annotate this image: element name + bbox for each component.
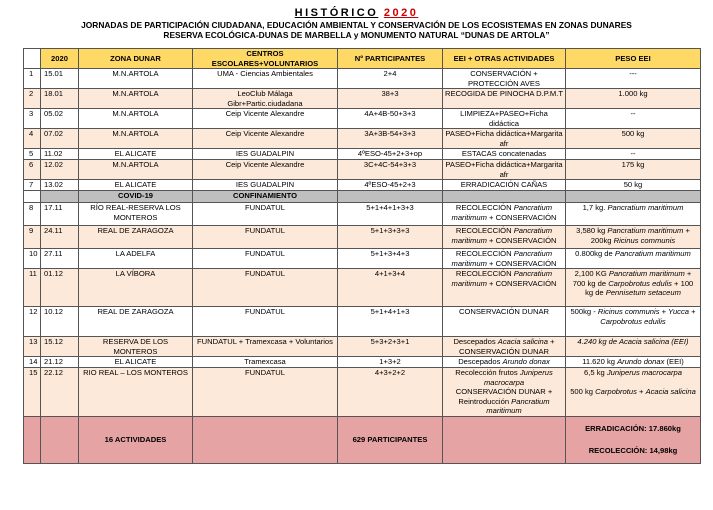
totals-row <box>24 416 701 463</box>
row-number: 7 <box>24 180 41 191</box>
totals-erradicacion: ERRADICACIÓN: 17.860kg <box>585 423 681 433</box>
peso-text: (EEI) <box>664 357 684 366</box>
act-text: + CONSERVACIÓN <box>486 258 557 268</box>
row-centros <box>193 89 338 109</box>
covid-empty-2 <box>443 191 566 203</box>
row-participantes: 2+4 <box>338 69 443 89</box>
header-centros <box>193 49 338 69</box>
table-row <box>24 337 701 357</box>
row-date: 01.12 <box>41 269 79 307</box>
row-zona: REAL DE ZARAGOZA <box>79 226 193 249</box>
header-peso: PESO EEI <box>566 49 701 69</box>
row-peso <box>566 368 701 417</box>
act-species: Pancratium maritimum <box>486 396 550 415</box>
row-date: 15.01 <box>41 69 79 89</box>
row-number: 8 <box>24 203 41 226</box>
totals-actividades: 16 ACTIVIDADES <box>79 416 193 463</box>
row-participantes: 5+3+2+3+1 <box>338 337 443 357</box>
act-text: Descepados <box>458 357 503 366</box>
peso-species: Ricinus communis <box>597 307 660 316</box>
table-row <box>24 226 701 249</box>
row-centros: FUNDATUL <box>193 269 338 307</box>
row-zona: LA VÍBORA <box>79 269 193 307</box>
peso-species: Pancratium maritimum <box>607 203 684 212</box>
row-zona: M.N.ARTOLA <box>79 160 193 180</box>
act-text: + CONSERVACIÓN <box>486 278 557 288</box>
act-species: Pancratium maritimum <box>451 249 553 268</box>
row-participantes: 4ºESO-45+2+3+op <box>338 149 443 160</box>
table-row <box>24 203 701 226</box>
table-row <box>24 180 701 191</box>
row-centros: UMA - Ciencias Ambientales <box>193 69 338 89</box>
header-year: 2020 <box>41 49 79 69</box>
row-number: 9 <box>24 226 41 249</box>
row-actividad: ERRADICACIÓN CAÑAS <box>443 180 566 191</box>
covid-confinamiento: CONFINAMIENTO <box>193 191 338 203</box>
row-actividad: PASEO+Ficha didáctica+Margarita afr <box>443 129 566 149</box>
totals-empty-1 <box>24 416 41 463</box>
row-date: 15.12 <box>41 337 79 357</box>
act-species: Pancratium maritimum <box>451 269 553 288</box>
totals-participantes: 629 PARTICIPANTES <box>338 416 443 463</box>
peso-species: Pancratium maritimum <box>614 249 691 258</box>
row-participantes: 5+1+3+4+3 <box>338 249 443 269</box>
row-peso: 175 kg <box>566 160 701 180</box>
peso-species: Carpobrotus <box>595 387 637 396</box>
row-centros: FUNDATUL <box>193 307 338 337</box>
row-actividad: CONSERVACIÓN + PROTECCIÓN AVES <box>443 69 566 89</box>
peso-text: 2,100 KG <box>574 269 609 278</box>
row-centros: Ceip Vicente Alexandre <box>193 160 338 180</box>
table-row <box>24 249 701 269</box>
act-text: RECOLECCIÓN <box>455 203 514 212</box>
act-text: + CONSERVACIÓN <box>486 235 557 245</box>
peso-species: Acacia salicina <box>645 387 696 396</box>
table-row <box>24 149 701 160</box>
row-centros: Ceip Vicente Alexandre <box>193 109 338 129</box>
row-date: 13.02 <box>41 180 79 191</box>
act-text: CONSERVACIÓN DUNAR <box>458 307 549 316</box>
peso-text: + 700 kg de <box>572 269 692 288</box>
row-date: 27.11 <box>41 249 79 269</box>
row-centros: IES GUADALPIN <box>193 149 338 160</box>
peso-text: + <box>689 307 696 316</box>
peso-text: + 100 kg de <box>585 278 694 297</box>
peso-species: Carpobrotus eduilis <box>600 316 666 326</box>
row-participantes: 5+1+4+1+3 <box>338 307 443 337</box>
peso-text: 500kg - <box>570 307 598 316</box>
row-centros: FUNDATUL + Tramexcasa + Voluntarios <box>193 337 338 357</box>
table-row <box>24 307 701 337</box>
row-zona: RESERVA DE LOS MONTEROS <box>79 337 193 357</box>
act-species: Juniperus macrocarpa <box>483 368 553 387</box>
row-date: 05.02 <box>41 109 79 129</box>
row-peso: 1.000 kg <box>566 89 701 109</box>
document-title <box>0 7 713 20</box>
row-zona: EL ALICATE <box>79 357 193 368</box>
row-actividad <box>443 337 566 357</box>
row-date: 17.11 <box>41 203 79 226</box>
row-number: 4 <box>24 129 41 149</box>
row-number: 12 <box>24 307 41 337</box>
row-peso <box>566 226 701 249</box>
header-zona: ZONA DUNAR <box>79 49 193 69</box>
act-species: Pancratium maritimum <box>451 226 553 245</box>
header-participantes: Nº PARTICIPANTES <box>338 49 443 69</box>
peso-text: 1,7 kg. <box>582 203 608 212</box>
row-actividad: PASEO+Ficha didáctica+Margarita afr <box>443 160 566 180</box>
row-actividad: LIMPIEZA+PASEO+Ficha didáctica <box>443 109 566 129</box>
row-participantes: 4+3+2+2 <box>338 368 443 417</box>
row-actividad <box>443 249 566 269</box>
table-row <box>24 368 701 417</box>
row-centros: FUNDATUL <box>193 203 338 226</box>
totals-recoleccion: RECOLECCIÓN: 14,98kg <box>588 445 678 455</box>
row-zona: M.N.ARTOLA <box>79 89 193 109</box>
table-row <box>24 357 701 368</box>
header-num <box>24 49 41 69</box>
rows-group-1 <box>24 69 701 191</box>
row-actividad <box>443 226 566 249</box>
row-number: 3 <box>24 109 41 129</box>
rows-group-2 <box>24 203 701 417</box>
peso-species: 4.240 kg de Acacia salicina (EEI) <box>577 337 689 346</box>
row-actividad <box>443 368 566 417</box>
row-date: 12.02 <box>41 160 79 180</box>
subtitle-line-1: JORNADAS DE PARTICIPACIÓN CIUDADANA, EDUCACIÓN AMBIENTAL Y CONSERVACIÓN DE LOS ECOSISTEMAS EN ZONAS DUNARES <box>81 20 632 30</box>
row-number: 2 <box>24 89 41 109</box>
row-date: 11.02 <box>41 149 79 160</box>
row-date: 21.12 <box>41 357 79 368</box>
row-peso <box>566 307 701 337</box>
row-zona: RÍO REAL-RESERVA LOS MONTEROS <box>79 203 193 226</box>
header-actividades: EEI + OTRAS ACTIVIDADES <box>443 49 566 69</box>
peso-species: Arundo donax <box>617 357 665 366</box>
act-species: Acacia salicina <box>497 337 548 346</box>
act-text: + CONSERVACIÓN DUNAR <box>458 337 555 356</box>
peso-species: Pancratium maritimum <box>608 269 685 278</box>
row-participantes: 3A+3B-54+3+3 <box>338 129 443 149</box>
peso-species: Yucca <box>668 307 689 316</box>
peso-text: 11.620 kg <box>582 357 618 366</box>
covid-empty-1 <box>338 191 443 203</box>
row-centros-l1: LeoClub Málaga <box>237 89 293 98</box>
row-peso <box>566 249 701 269</box>
act-text: RECOLECCIÓN <box>455 226 514 235</box>
row-zona: M.N.ARTOLA <box>79 129 193 149</box>
peso-text: 500 kg <box>570 387 596 396</box>
row-participantes: 4A+4B-50+3+3 <box>338 109 443 129</box>
row-participantes: 4+1+3+4 <box>338 269 443 307</box>
row-number: 6 <box>24 160 41 180</box>
row-peso <box>566 357 701 368</box>
row-centros: Ceip Vicente Alexandre <box>193 129 338 149</box>
row-actividad <box>443 203 566 226</box>
row-peso: --- <box>566 69 701 89</box>
row-centros: Tramexcasa <box>193 357 338 368</box>
act-species: Arundo donax <box>502 357 550 366</box>
row-zona: M.N.ARTOLA <box>79 109 193 129</box>
totals-weights <box>566 416 701 463</box>
row-zona: EL ALICATE <box>79 180 193 191</box>
row-centros: FUNDATUL <box>193 226 338 249</box>
totals-empty-4 <box>443 416 566 463</box>
act-text: + CONSERVACIÓN <box>486 212 557 222</box>
title-year: 2020 <box>383 7 419 19</box>
act-text: RECOLECCIÓN <box>455 269 514 278</box>
row-number: 14 <box>24 357 41 368</box>
peso-species: Ricinus communis <box>613 235 676 245</box>
row-actividad <box>443 307 566 337</box>
row-number: 5 <box>24 149 41 160</box>
act-species: Pancratium maritimum <box>451 203 553 222</box>
peso-species: Juniperus macrocarpa <box>606 368 682 377</box>
peso-text: 3,580 kg <box>576 226 608 235</box>
covid-label: COVID-19 <box>79 191 193 203</box>
row-centros-l2: Gibr+Partic.ciudadana <box>227 98 303 108</box>
row-date: 10.12 <box>41 307 79 337</box>
row-number: 11 <box>24 269 41 307</box>
table-row <box>24 269 701 307</box>
peso-text: 6,5 kg <box>584 368 607 377</box>
table-row <box>24 129 701 149</box>
title-text: HISTÓRICO <box>294 7 379 19</box>
row-participantes: 4ºESO-45+2+3 <box>338 180 443 191</box>
row-actividad <box>443 357 566 368</box>
row-date: 22.12 <box>41 368 79 417</box>
row-peso: 500 kg <box>566 129 701 149</box>
row-zona: M.N.ARTOLA <box>79 69 193 89</box>
act-text: Descepados <box>453 337 498 346</box>
table-header-row <box>24 49 701 69</box>
peso-species: Pennisetum setaceum <box>605 288 681 297</box>
row-participantes: 3C+4C-54+3+3 <box>338 160 443 180</box>
row-number: 1 <box>24 69 41 89</box>
totals-empty-3 <box>193 416 338 463</box>
peso-text: 0.800kg de <box>575 249 615 258</box>
peso-species: Carpobrotus edulis <box>608 278 672 288</box>
row-participantes: 5+1+3+3+3 <box>338 226 443 249</box>
row-peso: -- <box>566 149 701 160</box>
row-zona: LA ADELFA <box>79 249 193 269</box>
row-number: 15 <box>24 368 41 417</box>
header-centros-l2: ESCOLARES+VOLUNTARIOS <box>211 58 319 68</box>
activity-table <box>23 48 701 464</box>
table-row <box>24 160 701 180</box>
table-row <box>24 69 701 89</box>
peso-species: Pancratium maritimum <box>607 226 684 235</box>
row-actividad: ESTACAS concatenadas <box>443 149 566 160</box>
header-centros-l1: CENTROS <box>246 49 284 58</box>
row-centros: IES GUADALPIN <box>193 180 338 191</box>
row-zona: REAL DE ZARAGOZA <box>79 307 193 337</box>
row-participantes: 1+3+2 <box>338 357 443 368</box>
peso-text: + 200kg <box>590 226 690 245</box>
totals-empty-2 <box>41 416 79 463</box>
row-date: 07.02 <box>41 129 79 149</box>
covid-num <box>24 191 41 203</box>
table-row <box>24 109 701 129</box>
row-zona: RIO REAL – LOS MONTEROS <box>79 368 193 417</box>
subtitle-line-2: RESERVA ECOLÓGICA-DUNAS DE MARBELLA y MONUMENTO NATURAL “DUNAS DE ARTOLA” <box>163 30 550 40</box>
row-date: 24.11 <box>41 226 79 249</box>
row-peso <box>566 337 701 357</box>
row-actividad: RECOGIDA DE PINOCHA D.P.M.T <box>443 89 566 109</box>
table-row <box>24 89 701 109</box>
header <box>0 0 713 40</box>
row-peso <box>566 269 701 307</box>
row-peso: -- <box>566 109 701 129</box>
row-centros: FUNDATUL <box>193 368 338 417</box>
peso-text: + <box>659 307 669 316</box>
act-text: CONSERVACIÓN DUNAR + Reintroducción <box>455 387 553 406</box>
row-number: 10 <box>24 249 41 269</box>
row-number: 13 <box>24 337 41 357</box>
row-actividad <box>443 269 566 307</box>
peso-text: + <box>636 387 646 396</box>
row-participantes: 5+1+4+1+3+3 <box>338 203 443 226</box>
row-date: 18.01 <box>41 89 79 109</box>
row-participantes: 38+3 <box>338 89 443 109</box>
row-centros: FUNDATUL <box>193 249 338 269</box>
covid-date <box>41 191 79 203</box>
act-text: RECOLECCIÓN <box>455 249 514 258</box>
row-peso: 50 kg <box>566 180 701 191</box>
row-peso <box>566 203 701 226</box>
covid-empty-3 <box>566 191 701 203</box>
act-text: Recolección frutos <box>455 368 520 377</box>
covid-row <box>24 191 701 203</box>
row-zona: EL ALICATE <box>79 149 193 160</box>
